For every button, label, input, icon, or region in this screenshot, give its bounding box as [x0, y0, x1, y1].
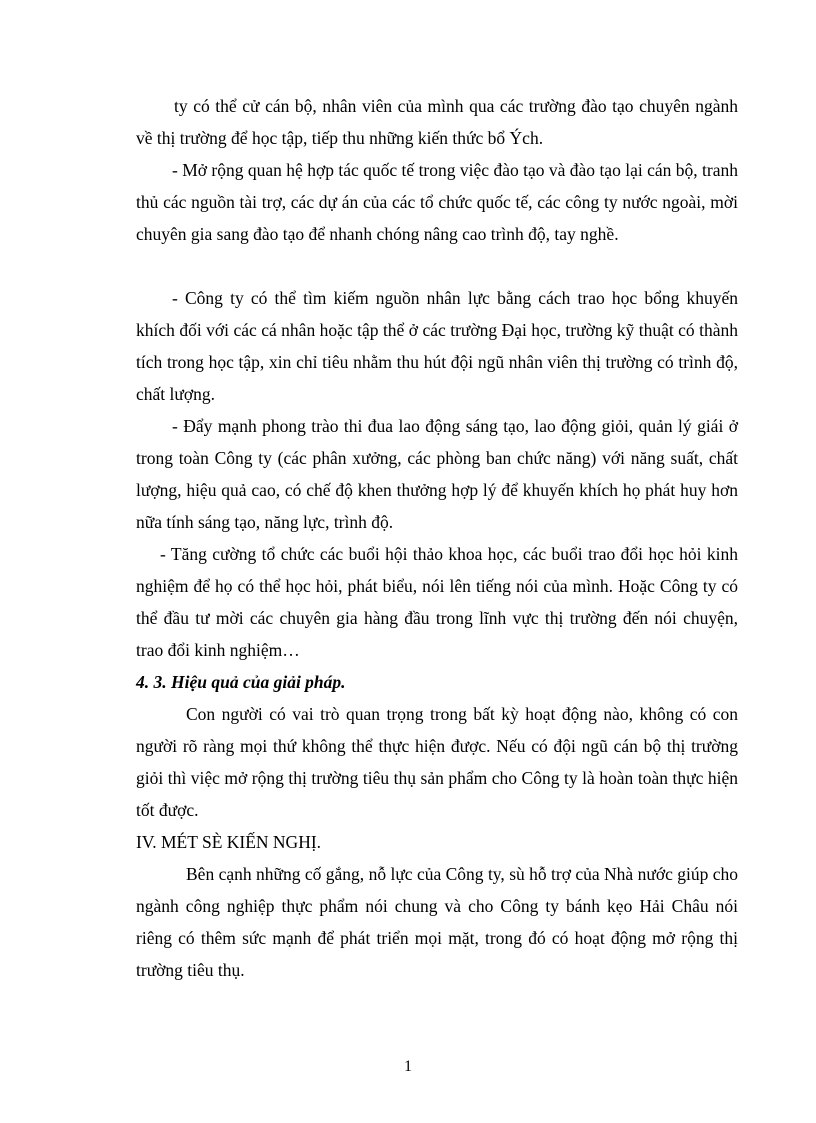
- paragraph-international-cooperation: - Mở rộng quan hệ hợp tác quốc tế trong việc đào tạo và đào tạo lại cán bộ, tranh thủ các nguồn tài trợ, các dự án của các tổ chức quốc tế, các công ty nước ngoài, mời chuyên gia sang đào tạo để nhanh chóng nâng cao trình độ, tay nghề.: [136, 160, 738, 244]
- chapter-heading-recommendations: IV. MÉT SÈ KIẾN NGHỊ.: [136, 832, 322, 852]
- paragraph-recommendations: Bên cạnh những cố gắng, nỗ lực của Công ty, sù hỗ trợ của Nhà nước giúp cho ngành công nghiệp thực phẩm nói chung và cho Công ty bánh kẹo Hải Châu nói riêng có thêm sức mạnh để phát triển mọi mặt, trong đó có hoạt động mở rộng thị trường tiêu thụ.: [136, 864, 738, 980]
- paragraph-workshops: - Tăng cường tổ chức các buổi hội thảo khoa học, các buổi trao đổi học hỏi kinh nghiệm để họ có thể học hỏi, phát biểu, nói lên tiếng nói của mình. Hoặc Công ty có thể đầu tư mời các chuyên gia hàng đầu trong lĩnh vực thị trường đến nói chuyện, trao đổi kinh nghiệm…: [136, 544, 738, 660]
- paragraph-scholarships: - Công ty có thể tìm kiếm nguồn nhân lực bằng cách trao học bổng khuyến khích đối với các cá nhân hoặc tập thể ở các trường Đại học, trường kỹ thuật có thành tích trong học tập, xin chỉ tiêu nhằm thu hút đội ngũ nhân viên thị trường có trình độ, chất lượng.: [136, 288, 738, 404]
- page-number: 1: [404, 1058, 412, 1075]
- paragraph-training-continuation: ty có thể cử cán bộ, nhân viên của mình qua các trường đào tạo chuyên ngành về thị trường để học tập, tiếp thu những kiến thức bổ Ých.: [136, 96, 738, 148]
- section-heading-solution-effectiveness: 4. 3. Hiệu quả của giải pháp.: [136, 672, 346, 692]
- paragraph-solution-effectiveness: Con người có vai trò quan trọng trong bất kỳ hoạt động nào, không có con người rõ ràng mọi thứ không thể thực hiện được. Nếu có đội ngũ cán bộ thị trường giỏi thì việc mở rộng thị trường tiêu thụ sản phẩm cho Công ty là hoàn toàn thực hiện tốt được.: [136, 704, 738, 820]
- paragraph-emulation-movement: - Đẩy mạnh phong trào thi đua lao động sáng tạo, lao động giỏi, quản lý giái ở trong toàn Công ty (các phân xưởng, các phòng ban chức năng) với năng suất, chất lượng, hiệu quả cao, có chế độ khen thưởng hợp lý để khuyến khích họ phát huy hơn nữa tính sáng tạo, năng lực, trình độ.: [136, 416, 738, 532]
